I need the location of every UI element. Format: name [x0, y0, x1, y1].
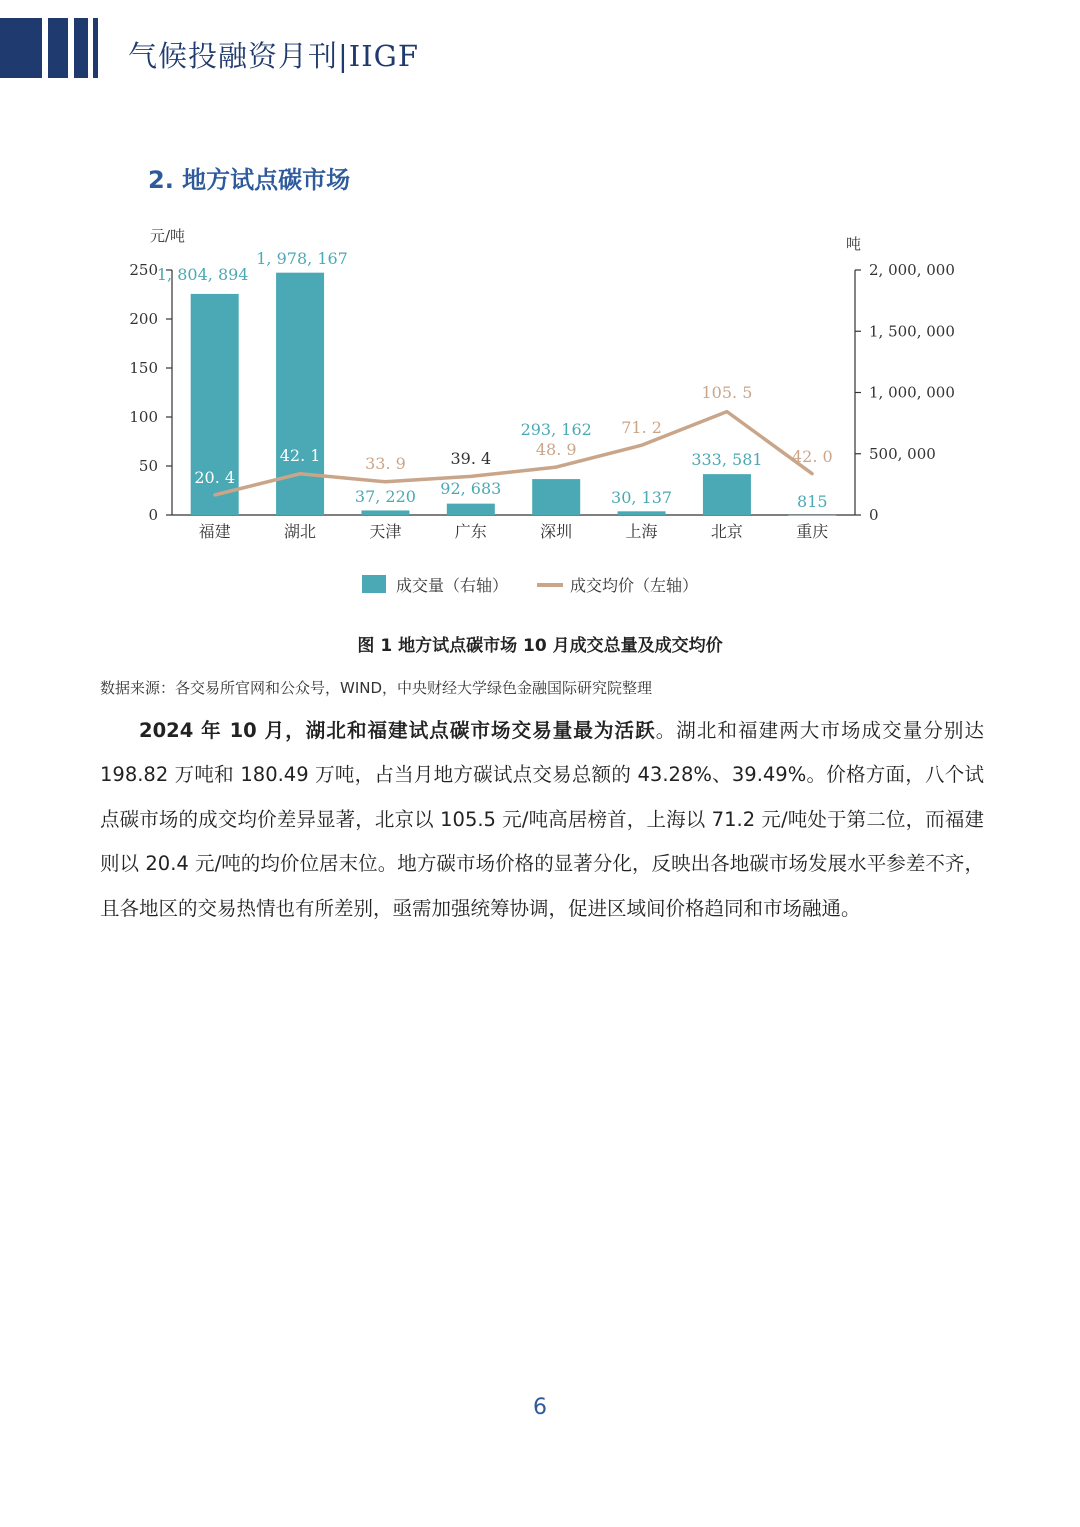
price-point — [811, 472, 814, 475]
volume-bar — [532, 479, 580, 515]
category-label: 深圳 — [540, 522, 573, 541]
volume-label: 30, 137 — [611, 488, 673, 507]
left-axis-unit: 元/吨 — [150, 227, 186, 245]
right-tick-label: 0 — [869, 506, 879, 524]
price-label: 20. 4 — [194, 468, 236, 487]
price-label: 42. 0 — [791, 447, 833, 466]
price-point — [299, 472, 302, 475]
volume-bar — [618, 511, 666, 515]
left-tick-label: 150 — [129, 359, 158, 377]
volume-bar — [361, 510, 409, 515]
right-tick-label: 1, 500, 000 — [869, 322, 955, 341]
price-point — [640, 444, 643, 447]
volume-bar — [703, 474, 751, 515]
price-label: 39. 4 — [450, 449, 492, 468]
category-label: 广东 — [454, 522, 487, 541]
category-labels — [199, 522, 829, 541]
category-label: 福建 — [198, 522, 231, 541]
price-label: 42. 1 — [279, 446, 321, 465]
legend-line-label: 成交均价（左轴） — [570, 576, 699, 595]
category-label: 天津 — [369, 522, 402, 541]
left-tick-label: 250 — [129, 261, 158, 279]
header-logo-bars — [0, 18, 100, 78]
category-label: 重庆 — [796, 522, 829, 541]
price-point — [213, 494, 216, 497]
legend-bar-label: 成交量（右轴） — [396, 576, 509, 595]
chart — [100, 218, 980, 618]
price-label: 48. 9 — [535, 440, 577, 459]
volume-data-labels — [157, 249, 828, 511]
price-point — [384, 480, 387, 483]
legend-bar-swatch — [362, 575, 386, 593]
figure-caption: 图 1 地方试点碳市场 10 月成交总量及成交均价 — [357, 636, 723, 656]
volume-label: 1, 804, 894 — [156, 265, 249, 284]
volume-label: 333, 581 — [691, 450, 763, 469]
left-tick-label: 0 — [148, 506, 158, 524]
price-point — [555, 466, 558, 469]
category-label: 北京 — [710, 522, 743, 541]
section-title: 2. 地方试点碳市场 — [148, 166, 351, 194]
price-label: 71. 2 — [621, 418, 662, 437]
right-tick-label: 500, 000 — [869, 444, 936, 463]
volume-bar — [788, 515, 836, 516]
left-tick-label: 50 — [138, 457, 158, 475]
category-label: 上海 — [625, 522, 658, 541]
volume-label: 92, 683 — [440, 479, 502, 498]
price-label: 105. 5 — [701, 383, 753, 402]
right-axis-unit: 吨 — [846, 235, 862, 253]
left-axis-ticks — [129, 261, 172, 524]
left-tick-label: 200 — [129, 310, 158, 328]
category-label: 湖北 — [284, 522, 317, 541]
right-tick-label: 1, 000, 000 — [869, 383, 955, 402]
body-rest: 。湖北和福建两大市场成交量分别达 198.82 万吨和 180.49 万吨，占当月地方碳试点交易总额的 43.28%、39.49%。价格方面，八个试点碳市场的成交均价差异显著，北京以 105.5 元/吨高居榜首，上海以 71.2 元/吨处于第二位，而福建则以 20.4 元/吨的均价位居末位。地方碳市场价格的显著分化，反映出各地碳市场发展水平参差不齐，且各地区的交易热情也有所差别，亟需加强统筹协调，促进区域间价格趋同和市场融通。 — [100, 719, 984, 920]
body-lead-sentence: 2024 年 10 月，湖北和福建试点碳市场交易量最为活跃 — [139, 719, 656, 742]
price-point — [469, 475, 472, 478]
volume-label: 815 — [797, 492, 828, 511]
volume-label: 37, 220 — [354, 487, 416, 506]
journal-title: 气候投融资月刊|IIGF — [128, 39, 419, 73]
left-tick-label: 100 — [129, 408, 158, 426]
price-label: 33. 9 — [365, 454, 406, 473]
volume-label: 293, 162 — [520, 420, 592, 439]
source-note: 数据来源：各交易所官网和公众号，WIND，中央财经大学绿色金融国际研究院整理 — [100, 679, 653, 697]
page-number: 6 — [533, 1395, 547, 1420]
volume-bar — [447, 504, 495, 515]
right-axis-ticks — [855, 261, 955, 524]
price-point — [725, 410, 728, 413]
volume-label: 1, 978, 167 — [256, 249, 348, 268]
right-tick-label: 2, 000, 000 — [869, 261, 955, 279]
body-paragraph — [100, 709, 984, 931]
